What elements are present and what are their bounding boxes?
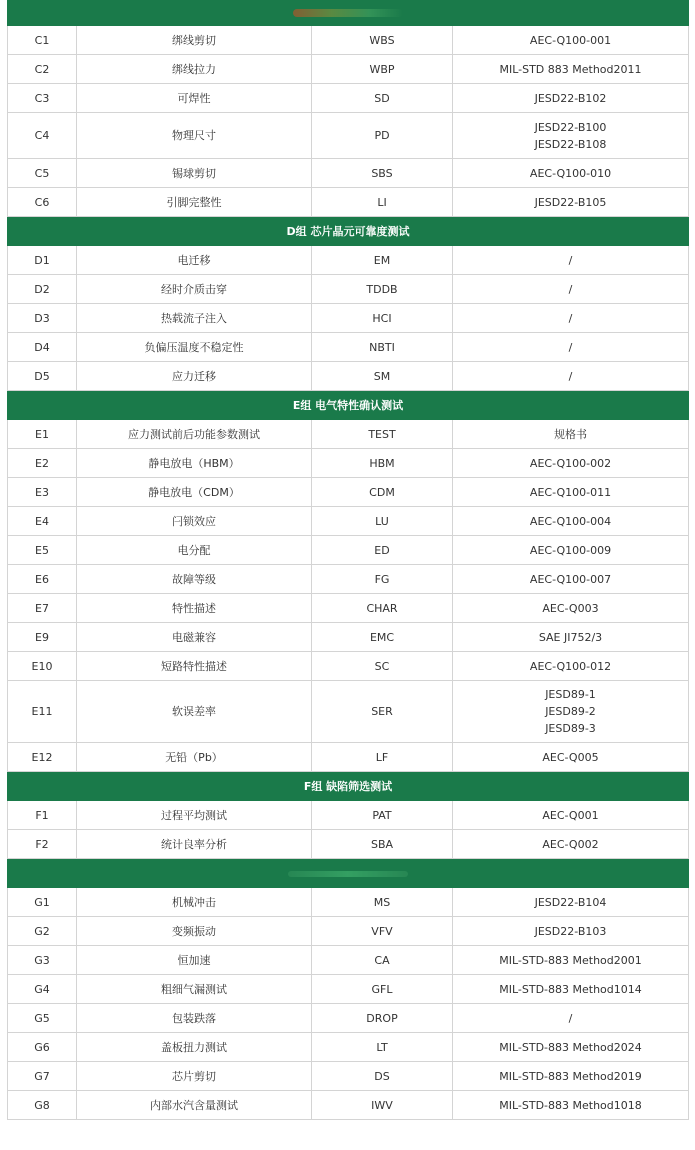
table-row: [8, 304, 689, 333]
test-abbr-cell: EM: [312, 246, 453, 275]
standard-line: AEC-Q100-012: [529, 659, 612, 673]
standard-line: JESD89-2: [545, 705, 596, 718]
test-id-cell: C5: [8, 159, 77, 188]
test-abbr-cell: HCI: [312, 304, 453, 333]
test-name-cell: 静电放电（CDM）: [77, 478, 312, 507]
test-name-cell: 经时介质击穿: [77, 275, 312, 304]
standard-line: /: [568, 340, 573, 354]
test-name-cell: 短路特性描述: [77, 652, 312, 681]
table-row: [8, 594, 689, 623]
standard-line: AEC-Q001: [542, 808, 599, 822]
test-abbr-cell: SER: [312, 681, 453, 743]
test-abbr-cell: TDDB: [312, 275, 453, 304]
test-abbr-cell: SM: [312, 362, 453, 391]
test-abbr-cell: LU: [312, 507, 453, 536]
test-id-cell: G7: [8, 1062, 77, 1091]
test-abbr-cell: EMC: [312, 623, 453, 652]
table-row: [8, 946, 689, 975]
table-row: [8, 478, 689, 507]
table-row: [8, 275, 689, 304]
test-standard-cell: [453, 188, 689, 217]
test-id-cell: E1: [8, 420, 77, 449]
table-row: [8, 246, 689, 275]
test-name-cell: 引脚完整性: [77, 188, 312, 217]
standard-line: AEC-Q100-007: [529, 572, 612, 586]
test-name-cell: 热载流子注入: [77, 304, 312, 333]
test-id-cell: C3: [8, 84, 77, 113]
test-name-cell: 闩锁效应: [77, 507, 312, 536]
standard-line: AEC-Q100-009: [529, 543, 612, 557]
test-abbr-cell: SBA: [312, 830, 453, 859]
table-row: [8, 26, 689, 55]
test-name-cell: 负偏压温度不稳定性: [77, 333, 312, 362]
group-title: E组 电气特性确认测试: [8, 391, 689, 420]
test-name-cell: 软误差率: [77, 681, 312, 743]
test-id-cell: G5: [8, 1004, 77, 1033]
test-abbr-cell: LT: [312, 1033, 453, 1062]
test-standard-cell: [453, 478, 689, 507]
test-abbr-cell: FG: [312, 565, 453, 594]
test-standard-cell: [453, 507, 689, 536]
table-row: [8, 1033, 689, 1062]
test-abbr-cell: CHAR: [312, 594, 453, 623]
standard-line: JESD22-B105: [534, 195, 607, 209]
table-row: [8, 333, 689, 362]
test-name-cell: 盖板扭力测试: [77, 1033, 312, 1062]
test-standard-cell: [453, 565, 689, 594]
standard-line: MIL-STD-883 Method1014: [499, 982, 642, 996]
test-abbr-cell: SD: [312, 84, 453, 113]
test-id-cell: D5: [8, 362, 77, 391]
test-standard-cell: [453, 594, 689, 623]
test-standard-cell: [453, 830, 689, 859]
group-title: D组 芯片晶元可靠度测试: [8, 217, 689, 246]
test-id-cell: C4: [8, 113, 77, 159]
test-standard-cell: [453, 55, 689, 84]
test-abbr-cell: LF: [312, 743, 453, 772]
test-name-cell: 内部水汽含量测试: [77, 1091, 312, 1120]
test-id-cell: G3: [8, 946, 77, 975]
test-name-cell: 芯片剪切: [77, 1062, 312, 1091]
test-id-cell: C1: [8, 26, 77, 55]
standard-line: AEC-Q002: [542, 837, 599, 851]
table-row: [8, 801, 689, 830]
test-id-cell: E3: [8, 478, 77, 507]
standard-line: /: [568, 1011, 573, 1025]
standard-line: SAE JI752/3: [538, 630, 603, 644]
test-name-cell: 绑线拉力: [77, 55, 312, 84]
standard-line: AEC-Q100-002: [529, 456, 612, 470]
standard-line: AEC-Q100-004: [529, 514, 612, 528]
test-id-cell: G1: [8, 888, 77, 917]
test-id-cell: E10: [8, 652, 77, 681]
standard-line: AEC-Q005: [542, 750, 599, 764]
standard-line: AEC-Q003: [542, 601, 599, 615]
test-abbr-cell: CDM: [312, 478, 453, 507]
test-abbr-cell: CA: [312, 946, 453, 975]
test-standard-cell: [453, 26, 689, 55]
test-abbr-cell: DROP: [312, 1004, 453, 1033]
test-name-cell: 过程平均测试: [77, 801, 312, 830]
test-standard-cell: [453, 159, 689, 188]
standard-line: 规格书: [554, 427, 587, 441]
test-abbr-cell: NBTI: [312, 333, 453, 362]
group-header-row: [8, 391, 689, 420]
test-name-cell: 特性描述: [77, 594, 312, 623]
test-abbr-cell: HBM: [312, 449, 453, 478]
test-abbr-cell: PAT: [312, 801, 453, 830]
standard-line: AEC-Q100-010: [529, 166, 612, 180]
standard-line: /: [568, 311, 573, 325]
test-id-cell: E11: [8, 681, 77, 743]
test-id-cell: E12: [8, 743, 77, 772]
test-standard-cell: [453, 1004, 689, 1033]
table-row: [8, 55, 689, 84]
test-standard-cell: [453, 275, 689, 304]
test-abbr-cell: ED: [312, 536, 453, 565]
test-standard-cell: [453, 801, 689, 830]
table-row: [8, 830, 689, 859]
test-name-cell: 静电放电（HBM）: [77, 449, 312, 478]
test-name-cell: 统计良率分析: [77, 830, 312, 859]
table-row: [8, 159, 689, 188]
test-id-cell: E7: [8, 594, 77, 623]
test-id-cell: F2: [8, 830, 77, 859]
table-row: [8, 113, 689, 159]
test-name-cell: 无铅（Pb）: [77, 743, 312, 772]
standard-line: /: [568, 369, 573, 383]
test-id-cell: E9: [8, 623, 77, 652]
standard-line: JESD22-B108: [534, 137, 607, 151]
table-row: [8, 623, 689, 652]
test-abbr-cell: LI: [312, 188, 453, 217]
test-id-cell: D3: [8, 304, 77, 333]
standard-line: /: [568, 253, 573, 267]
test-abbr-cell: IWV: [312, 1091, 453, 1120]
table-row: [8, 652, 689, 681]
test-standard-cell: [453, 1033, 689, 1062]
test-standard-cell: [453, 84, 689, 113]
test-name-cell: 绑线剪切: [77, 26, 312, 55]
test-id-cell: C6: [8, 188, 77, 217]
test-standard-cell: [453, 681, 689, 743]
test-id-cell: E5: [8, 536, 77, 565]
test-standard-cell: [453, 113, 689, 159]
test-standard-cell: [453, 975, 689, 1004]
test-id-cell: D1: [8, 246, 77, 275]
group-title: [8, 859, 689, 888]
test-abbr-cell: PD: [312, 113, 453, 159]
table-row: [8, 1004, 689, 1033]
test-standard-cell: [453, 1062, 689, 1091]
table-row: [8, 362, 689, 391]
standard-line: JESD22-B102: [534, 91, 607, 105]
standard-line: MIL-STD 883 Method2011: [499, 62, 642, 76]
test-id-cell: E6: [8, 565, 77, 594]
standard-line: MIL-STD-883 Method1018: [499, 1098, 642, 1112]
test-id-cell: G4: [8, 975, 77, 1004]
test-abbr-cell: DS: [312, 1062, 453, 1091]
table-row: [8, 743, 689, 772]
standard-line: JESD22-B103: [534, 924, 607, 938]
table-row: [8, 1062, 689, 1091]
table-row: [8, 888, 689, 917]
test-standard-cell: [453, 917, 689, 946]
test-id-cell: F1: [8, 801, 77, 830]
test-id-cell: E4: [8, 507, 77, 536]
test-name-cell: 应力测试前后功能参数测试: [77, 420, 312, 449]
standard-line: MIL-STD-883 Method2019: [499, 1069, 642, 1083]
test-name-cell: 故障等级: [77, 565, 312, 594]
test-abbr-cell: WBS: [312, 26, 453, 55]
test-standard-cell: [453, 946, 689, 975]
test-abbr-cell: VFV: [312, 917, 453, 946]
standard-line: JESD89-1: [545, 688, 596, 701]
standard-line: AEC-Q100-011: [529, 485, 612, 499]
table-row: [8, 449, 689, 478]
obscured-group-title: [293, 9, 403, 17]
table-row: [8, 1091, 689, 1120]
table-body: [8, 0, 689, 1120]
test-abbr-cell: TEST: [312, 420, 453, 449]
test-standard-cell: [453, 888, 689, 917]
test-id-cell: E2: [8, 449, 77, 478]
test-standard-cell: [453, 362, 689, 391]
group-header-row: [8, 217, 689, 246]
test-name-cell: 电迁移: [77, 246, 312, 275]
test-name-cell: 物理尺寸: [77, 113, 312, 159]
table-row: [8, 188, 689, 217]
test-name-cell: 电分配: [77, 536, 312, 565]
test-abbr-cell: GFL: [312, 975, 453, 1004]
table-row: [8, 536, 689, 565]
test-standard-cell: [453, 333, 689, 362]
test-standard-cell: [453, 449, 689, 478]
table-row: [8, 84, 689, 113]
test-standard-cell: [453, 246, 689, 275]
group-header-row: [8, 0, 689, 26]
standard-line: MIL-STD-883 Method2001: [499, 953, 642, 967]
obscured-group-title: [288, 871, 408, 877]
table-row: [8, 507, 689, 536]
test-standard-cell: [453, 304, 689, 333]
test-abbr-cell: MS: [312, 888, 453, 917]
test-id-cell: D2: [8, 275, 77, 304]
standard-line: JESD22-B100: [534, 120, 607, 134]
test-standard-cell: [453, 536, 689, 565]
test-name-cell: 电磁兼容: [77, 623, 312, 652]
test-name-cell: 锡球剪切: [77, 159, 312, 188]
test-name-cell: 应力迁移: [77, 362, 312, 391]
table-row: [8, 681, 689, 743]
standard-line: /: [568, 282, 573, 296]
test-standard-cell: [453, 420, 689, 449]
test-name-cell: 恒加速: [77, 946, 312, 975]
test-id-cell: G6: [8, 1033, 77, 1062]
standard-line: JESD22-B104: [534, 895, 607, 909]
test-id-cell: C2: [8, 55, 77, 84]
table-row: [8, 917, 689, 946]
group-header-row: [8, 772, 689, 801]
test-abbr-cell: WBP: [312, 55, 453, 84]
qualification-test-table: [7, 0, 689, 1120]
test-standard-cell: [453, 652, 689, 681]
test-name-cell: 机械冲击: [77, 888, 312, 917]
table-row: [8, 975, 689, 1004]
test-id-cell: G2: [8, 917, 77, 946]
test-id-cell: D4: [8, 333, 77, 362]
group-title: F组 缺陷筛选测试: [8, 772, 689, 801]
test-name-cell: 包装跌落: [77, 1004, 312, 1033]
test-standard-cell: [453, 1091, 689, 1120]
test-name-cell: 变频振动: [77, 917, 312, 946]
group-header-row: [8, 859, 689, 888]
test-abbr-cell: SC: [312, 652, 453, 681]
test-name-cell: 粗细气漏测试: [77, 975, 312, 1004]
test-abbr-cell: SBS: [312, 159, 453, 188]
test-standard-cell: [453, 623, 689, 652]
standard-line: JESD89-3: [545, 722, 596, 735]
standard-line: MIL-STD-883 Method2024: [499, 1040, 642, 1054]
test-standard-cell: [453, 743, 689, 772]
test-id-cell: G8: [8, 1091, 77, 1120]
table-row: [8, 565, 689, 594]
group-title: [8, 0, 689, 26]
table-row: [8, 420, 689, 449]
test-name-cell: 可焊性: [77, 84, 312, 113]
standard-line: AEC-Q100-001: [529, 33, 612, 47]
